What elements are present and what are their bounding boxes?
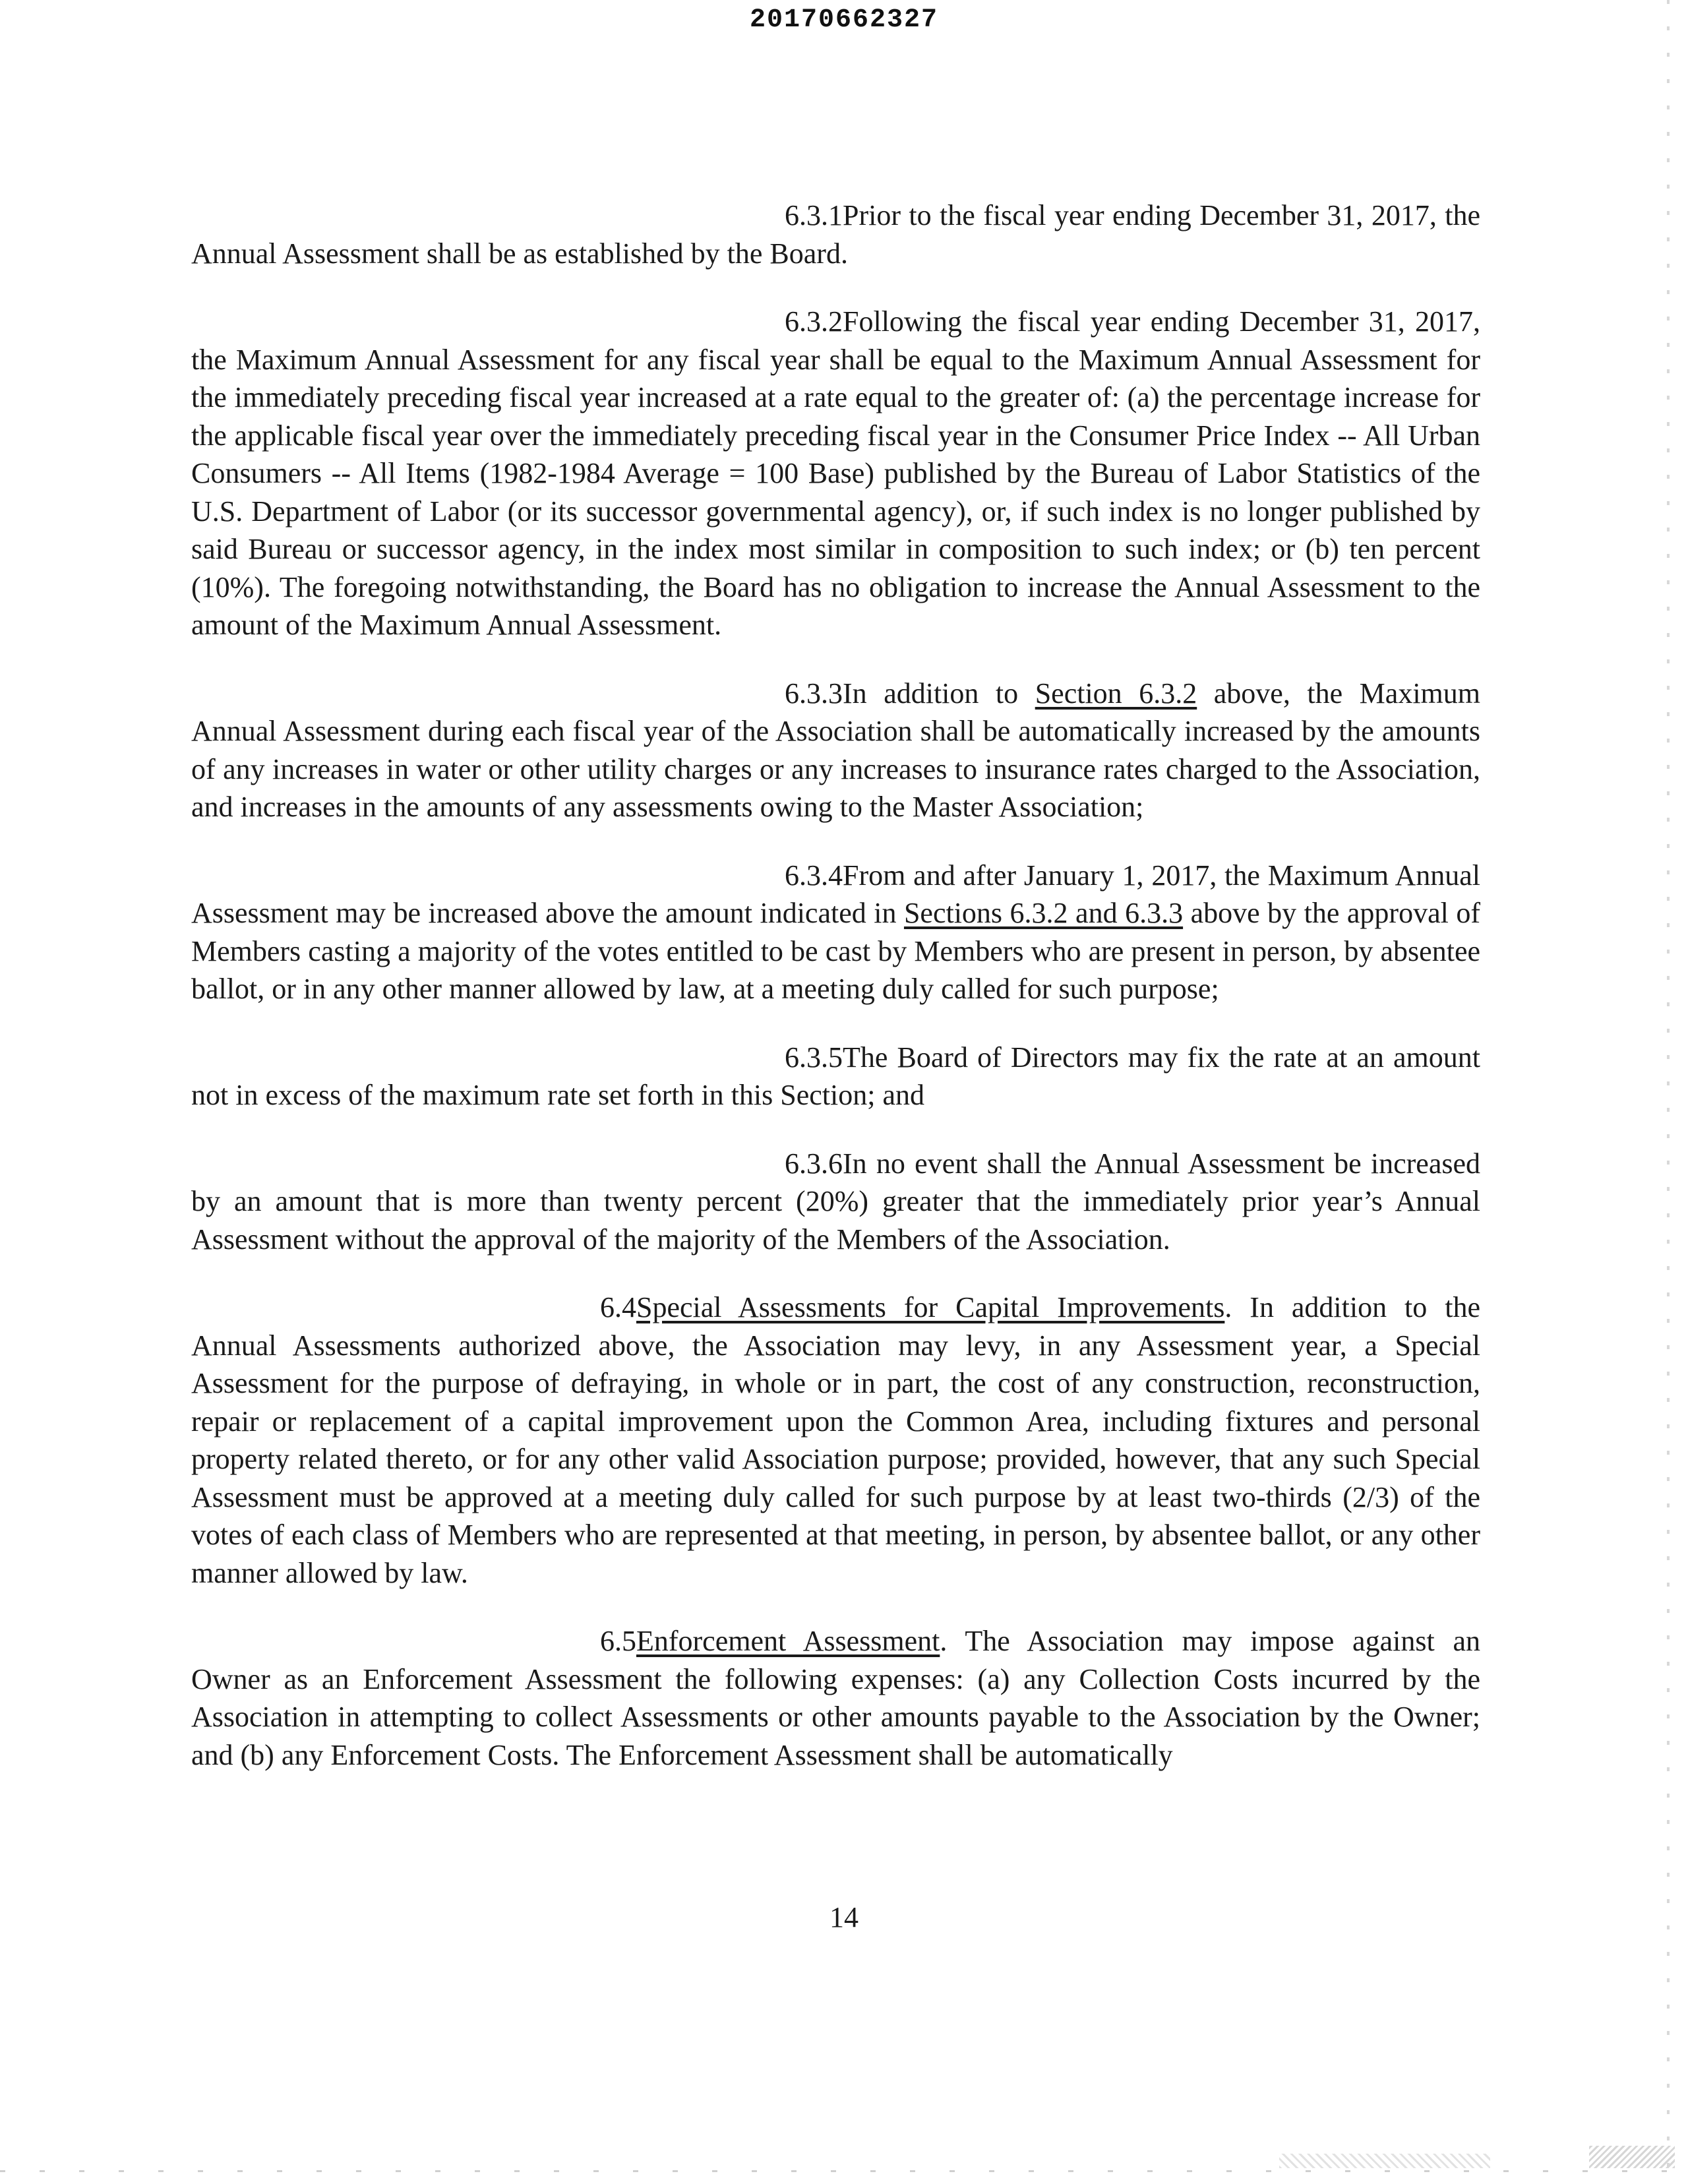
section-number: 6.5 [600,1625,636,1657]
scan-bottom-artifact [0,2170,1688,2172]
section-6-5 [191,1622,1480,1774]
paragraph-text-post: above by the approval of Members casting a majority of the votes entitled to be cast by Members who are present in person, by absentee ballot, or in any other manner allowed by law, at a meeting duly called for such purpose; [191,897,1480,1005]
section-heading: Enforcement Assessment [636,1625,940,1657]
section-number: 6.3.4 [785,859,843,892]
paragraph-text: The Board of Directors may fix the rate at an amount not in excess of the maximum rate set forth in this Section; and [191,1041,1480,1111]
paragraph-text: . The Association may impose against an Owner as an Enforcement Assessment the following expenses: (a) any Collection Costs incurred by the Association in attempting to collect Assessments or other amounts payable to the Association by the Owner; and (b) any Enforcement Costs. The Enforcement Assessment shall be automatically [191,1625,1480,1771]
paragraph-text-pre: In addition to [843,677,1035,710]
paragraph-text-pre: From and after January 1, 2017, the Maximum Annual Assessment may be increased above the amount indicated in [191,859,1480,929]
paragraph-text: . In addition to the Annual Assessments authorized above, the Association may levy, in any Assessment year, a Special Assessment for the purpose of defraying, in whole or in part, the cost of any construction, reconstruction, repair or replacement of a capital improvement upon the Common Area, including fixtures and personal property related thereto, or for any other valid Association purpose; provided, however, that any such Special Assessment must be approved at a meeting duly called for such purpose by at least two-thirds (2/3) of the votes of each class of Members who are represented at that meeting, in person, by absentee ballot, or any other manner allowed by law. [191,1291,1480,1589]
section-number: 6.3.6 [785,1147,843,1180]
paragraph-6-3-2 [191,303,1480,644]
section-reference: Section 6.3.2 [1035,677,1197,710]
paragraph-text: In no event shall the Annual Assessment be increased by an amount that is more than twenty percent (20%) greater that the immediately prior year’s Annual Assessment without the approval of the majority of the Members of the Association. [191,1147,1480,1256]
paragraph-6-3-1 [191,197,1480,272]
paragraph-6-3-4 [191,857,1480,1008]
document-body [191,197,1480,1804]
section-heading: Special Assessments for Capital Improvements [636,1291,1225,1323]
page-number: 14 [829,1901,859,1933]
section-6-4 [191,1289,1480,1592]
scan-noise-artifact [1279,2154,1490,2168]
section-number: 6.3.1 [785,199,843,231]
paragraph-6-3-6 [191,1145,1480,1259]
section-number: 6.3.5 [785,1041,843,1074]
section-number: 6.3.3 [785,677,843,710]
paragraph-text: Following the fiscal year ending December 31, 2017, the Maximum Annual Assessment for any fiscal year shall be equal to the Maximum Annual Assessment for the immediately preceding fiscal year increased at a rate equal to the greater of: (a) the percentage increase for the applicable fiscal year over the immediately preceding fiscal year in the Consumer Price Index -- All Urban Consumers -- All Items (1982-1984 Average = 100 Base) published by the Bureau of Labor Statistics of the U.S. Department of Labor (or its successor governmental agency), or, if such index is no longer published by said Bureau or successor agency, in the index most similar in composition to such index; or (b) ten percent (10%). The foregoing notwithstanding, the Board has no obligation to increase the Annual Assessment to the amount of the Maximum Annual Assessment. [191,305,1480,641]
paragraph-text: Prior to the fiscal year ending December 31, 2017, the Annual Assessment shall be as established by the Board. [191,199,1480,270]
section-reference: Sections 6.3.2 and 6.3.3 [903,897,1184,929]
scan-noise-artifact [1589,2146,1675,2168]
document-number: 20170662327 [749,5,939,35]
section-number: 6.3.2 [785,305,843,338]
paragraph-6-3-3 [191,675,1480,826]
section-number: 6.4 [600,1291,636,1323]
paragraph-6-3-5 [191,1039,1480,1114]
paragraph-text-post: above, the Maximum Annual Assessment during each fiscal year of the Association shall be automatically increased by the amounts of any increases in water or other utility charges or any increases to insurance rates charged to the Association, and increases in the amounts of any assessments owing to the Master Association; [191,677,1480,823]
scan-edge-artifact [1667,0,1670,2184]
